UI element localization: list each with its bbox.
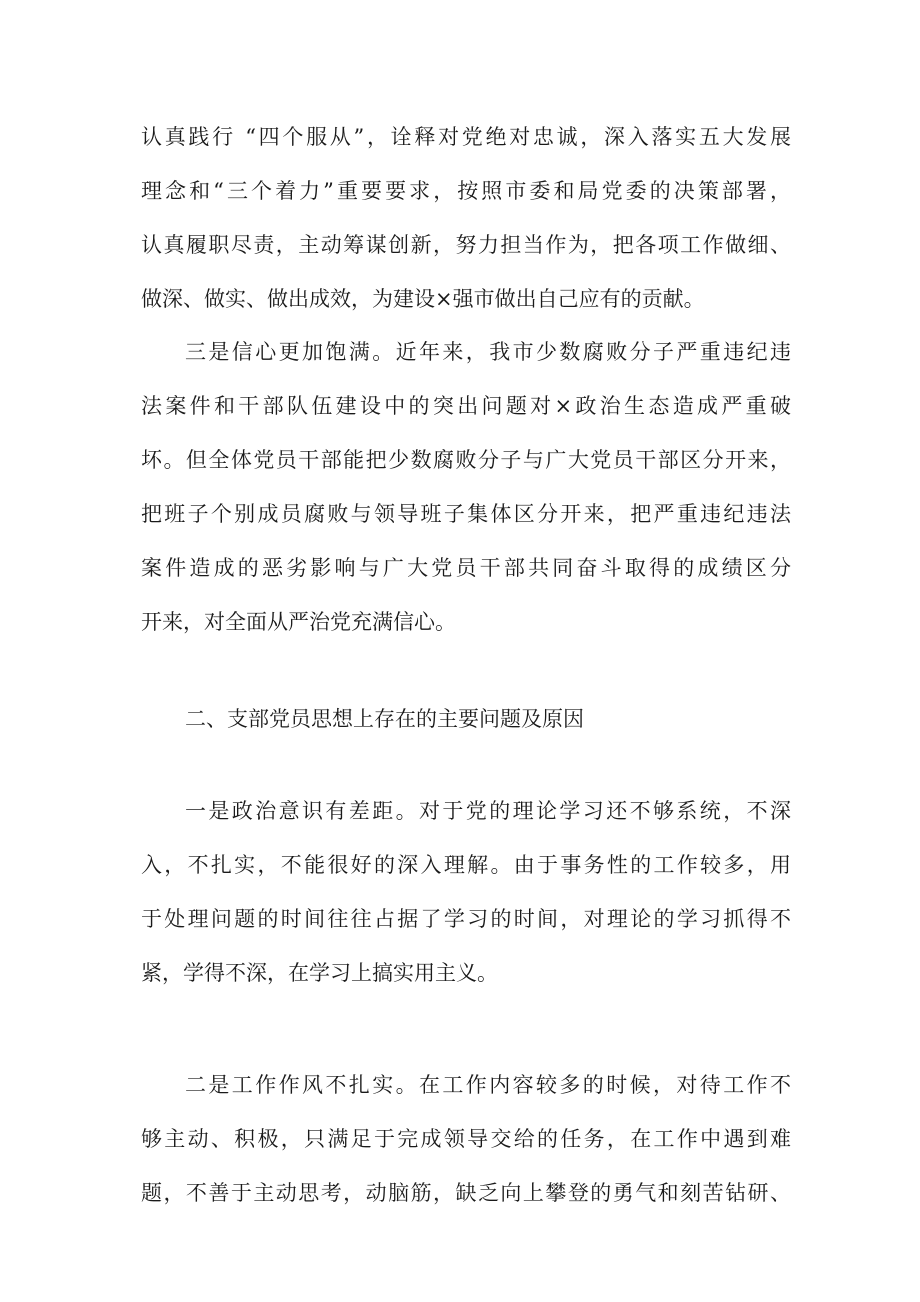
text-line: 法案件和干部队伍建设中的突出问题对×政治生态造成严重破 xyxy=(141,394,791,418)
paragraph-political-awareness xyxy=(141,784,791,1000)
paragraph-confidence xyxy=(141,325,791,649)
paragraph-work-style xyxy=(141,1058,791,1220)
text-line: 做深、做实、做出成效，为建设×强市做出自己应有的贡献。 xyxy=(141,287,705,311)
text-line: 开来，对全面从严治党充满信心。 xyxy=(141,610,456,634)
text-line: 二是工作作风不扎实。在工作内容较多的时候，对待工作不 xyxy=(185,1073,791,1097)
text-line: 认真履职尽责，主动筹谋创新，努力担当作为，把各项工作做细、 xyxy=(141,233,791,257)
text-line: 于处理问题的时间往往占据了学习的时间，对理论的学习抓得不 xyxy=(141,907,791,931)
section-heading xyxy=(141,692,791,746)
text-line: 把班子个别成员腐败与领导班子集体区分开来，把严重违纪违法 xyxy=(141,502,791,526)
paragraph-continuation xyxy=(141,110,791,326)
text-line: 入，不扎实，不能很好的深入理解。由于事务性的工作较多，用 xyxy=(141,853,791,877)
text-line: 紧，学得不深，在学习上搞实用主义。 xyxy=(141,961,498,985)
heading-line: 二、支部党员思想上存在的主要问题及原因 xyxy=(185,707,584,731)
text-line: 一是政治意识有差距。对于党的理论学习还不够系统，不深 xyxy=(185,799,791,823)
text-line: 题，不善于主动思考，动脑筋，缺乏向上攀登的勇气和刻苦钻研、 xyxy=(141,1181,791,1205)
text-line: 坏。但全体党员干部能把少数腐败分子与广大党员干部区分开来， xyxy=(141,448,791,472)
text-line: 够主动、积极，只满足于完成领导交给的任务，在工作中遇到难 xyxy=(141,1127,791,1151)
text-line: 案件造成的恶劣影响与广大党员干部共同奋斗取得的成绩区分 xyxy=(141,556,791,580)
text-line: 认真践行 “四个服从”，诠释对党绝对忠诚，深入落实五大发展 xyxy=(141,125,791,149)
text-line: 三是信心更加饱满。近年来，我市少数腐败分子严重违纪违 xyxy=(185,340,791,364)
text-line: 理念和“三个着力”重要要求，按照市委和局党委的决策部署， xyxy=(141,179,791,203)
